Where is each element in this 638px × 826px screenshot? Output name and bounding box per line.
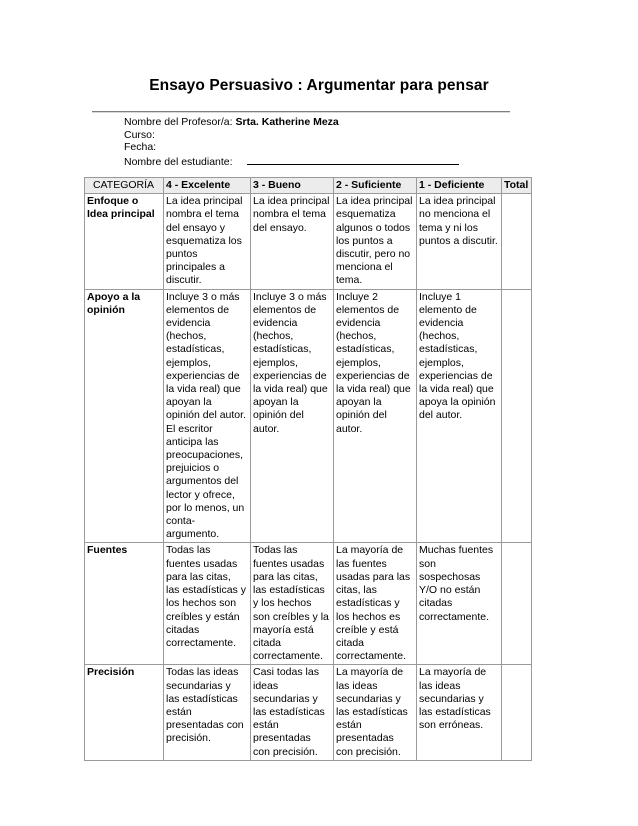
header-bueno: 3 - Bueno (251, 178, 334, 194)
cell-suficiente: Incluye 2 elementos de evidencia (hechos, estadísticas, ejemplos, experiencias de la vida real) que apoyan la opinión del autor. (334, 289, 417, 543)
teacher-line (124, 116, 459, 129)
date-label: Fecha: (124, 141, 157, 153)
cell-deficiente: Incluye 1 elemento de evidencia (hechos, estadísticas, ejemplos, experiencias de la vida real) que apoya la opinión del autor. (417, 289, 502, 543)
cell-excelente: Incluye 3 o más elementos de evidencia (hechos, estadísticas, ejemplos, experiencias de la vida real) que apoyan la opinión del autor. El escritor anticipa las preocupaciones, prejuicios o argumentos del lector y ofrece, por lo menos, un conta-argumento. (164, 289, 251, 543)
cell-excelente: Todas las fuentes usadas para las citas, las estadísticas y los hechos son creíbles y están citadas correctamente. (164, 543, 251, 665)
header-row (85, 178, 532, 194)
student-label: Nombre del estudiante: (124, 155, 233, 168)
header-info (124, 116, 459, 168)
student-line (124, 154, 459, 169)
table-row (85, 194, 532, 289)
table-row (85, 665, 532, 760)
row-category: Fuentes (85, 543, 164, 665)
cell-deficiente: La mayoría de las ideas secundarias y las estadísticas son erróneas. (417, 665, 502, 760)
cell-total[interactable] (502, 543, 532, 665)
cell-total[interactable] (502, 289, 532, 543)
header-categoria: CATEGORÍA (85, 178, 164, 194)
header-excelente: 4 - Excelente (164, 178, 251, 194)
cell-excelente: Todas las ideas secundarias y las estadísticas están presentadas con precisión. (164, 665, 251, 760)
row-category: Precisión (85, 665, 164, 760)
cell-deficiente: Muchas fuentes son sospechosas Y/O no están citadas correctamente. (417, 543, 502, 665)
cell-suficiente: La mayoría de las fuentes usadas para las citas, las estadísticas y los hechos es creíble y está citada correctamente. (334, 543, 417, 665)
cell-bueno: La idea principal nombra el tema del ensayo. (251, 194, 334, 289)
student-name-blank[interactable] (247, 154, 459, 165)
cell-suficiente: La idea principal esquematiza algunos o todos los puntos a discutir, pero no menciona el tema. (334, 194, 417, 289)
row-category: Apoyo a la opinión (85, 289, 164, 543)
cell-bueno: Incluye 3 o más elementos de evidencia (hechos, estadísticas, ejemplos, experiencias de la vida real) que apoyan la opinión del autor. (251, 289, 334, 543)
cell-total[interactable] (502, 665, 532, 760)
teacher-label: Nombre del Profesor/a: (124, 116, 233, 128)
page-title: Ensayo Persuasivo : Argumentar para pensar (149, 77, 489, 94)
course-label: Curso: (124, 128, 155, 141)
teacher-name: Srta. Katherine Meza (235, 116, 339, 128)
row-category: Enfoque o Idea principal (85, 194, 164, 289)
cell-excelente: La idea principal nombra el tema del ensayo y esquematiza los puntos principales a discutir. (164, 194, 251, 289)
cell-suficiente: La mayoría de las ideas secundarias y las estadísticas están presentadas con precisión. (334, 665, 417, 760)
cell-deficiente: La idea principal no menciona el tema y ni los puntos a discutir. (417, 194, 502, 289)
table-row (85, 289, 532, 543)
cell-bueno: Todas las fuentes usadas para las citas, las estadísticas y los hechos son creíbles y la mayoría está citada correctamente. (251, 543, 334, 665)
rubric-table (84, 177, 532, 761)
cell-bueno: Casi todas las ideas secundarias y las estadísticas están presentadas con precisión. (251, 665, 334, 760)
header-deficiente: 1 - Deficiente (417, 178, 502, 194)
header-total: Total (502, 178, 532, 194)
table-row (85, 543, 532, 665)
header-suficiente: 2 - Suficiente (334, 178, 417, 194)
title-divider (92, 111, 510, 113)
cell-total[interactable] (502, 194, 532, 289)
